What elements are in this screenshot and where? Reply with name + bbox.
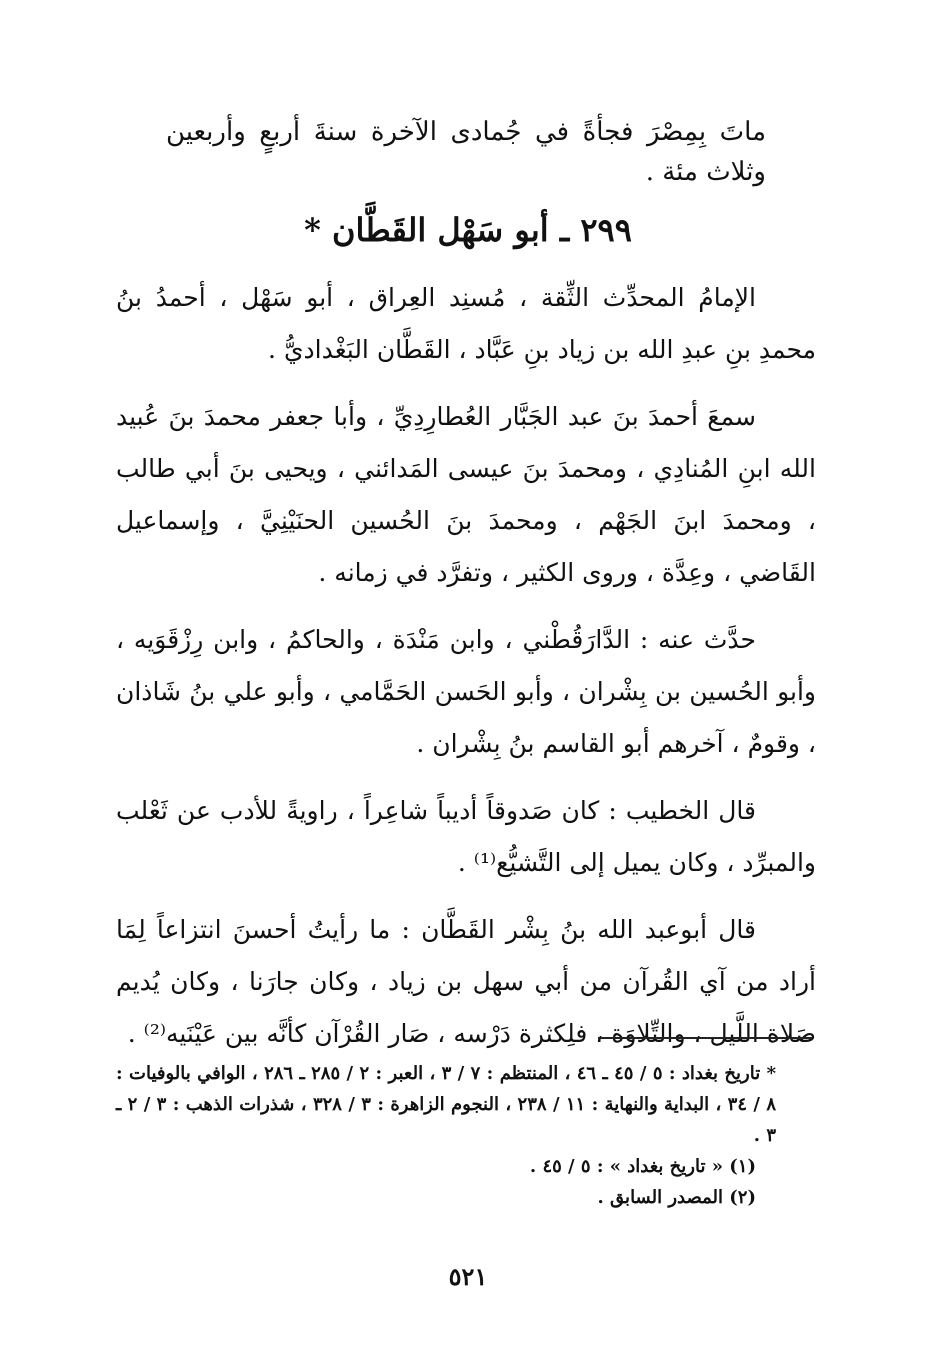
entry-heading: ٢٩٩ ـ أبو سَهْل القَطَّان *: [304, 211, 632, 249]
paragraph-teachers: سمعَ أحمدَ بنَ عبد الجَبَّار العُطارِدِيِّ ، وأبا جعفر محمدَ بنَ عُبيد الله ابنِ المُنادِي ، ومحمدَ بنَ عيسى المَدائني ، ويحيى بنَ أبي طالب ، ومحمدَ ابنَ الجَهْم ، ومحمدَ بنَ الحُسين الحنَيْنِيَّ ، وإسماعيل القَاضي ، وعِدَّة ، وروى الكثير ، وتفرَّد في زمانه .: [116, 402, 816, 587]
footnote-sources: * تاريخ بغداد : ٥ / ٤٥ ـ ٤٦ ، المنتظم : ٧ / ٣ ، العبر : ٢ / ٢٨٥ ـ ٢٨٦ ، الوافي بالوفيات : ٨ / ٣٤ ، البداية والنهاية : ١١ / ٢٣٨ ، النجوم الزاهرة : ٣ / ٣٢٨ ، شذرات الذهب : ٣ / ٢ ـ ٣ .: [116, 1063, 777, 1146]
paragraph-khatib-quote: قال الخطيب : كان صَدوقاً أديباً شاعِراً ، راويةً للأدب عن ثَعْلب والمبرِّد ، وكان يميل إلى التَّشيُّع⁽¹⁾ .: [116, 796, 816, 877]
paragraph-qattan-quote: قال أبوعبد الله بنُ بِشْر القَطَّان : ما رأيتُ أحسنَ انتزاعاً لِمَا أراد من آي القُرآن من أبي سهل بن زياد ، وكان جارَنا ، وكان يُديم صَلاة اللَّيل ، والتِّلاوَة ، فلِكثرة دَرْسه ، صَار القُرْآن كأنَّه بين عَيْنَيه⁽²⁾ .: [116, 915, 816, 1048]
paragraph-intro: الإمامُ المحدِّث الثِّقة ، مُسنِد العِراق ، أبو سَهْل ، أحمدُ بنُ محمدِ بنِ عبدِ الله بن زياد بنِ عَبَّاد ، القَطَّان البَغْداديُّ .: [116, 283, 816, 364]
paragraph-students: حدَّث عنه : الدَّارَقُطْني ، وابن مَنْدَة ، والحاكمُ ، وابن رِزْقَوَيه ، وأبو الحُسين بن بِشْران ، وأبو الحَسن الحَمَّامي ، وأبو علي بنُ شَاذان ، وقومٌ ، آخرهم أبو القاسم بنُ بِشْران .: [116, 625, 816, 758]
footnotes: [116, 1058, 776, 1213]
footnote-divider: [598, 1037, 812, 1039]
continuation-line: ماتَ بِمِصْرَ فجأةً في جُمادى الآخرة سنةَ أربعٍ وأربعين وثلاث مئة .: [166, 117, 766, 187]
entry-body: [116, 272, 816, 1075]
footnote-1: (١) « تاريخ بغداد » : ٥ / ٤٥ .: [529, 1156, 756, 1177]
footnote-2: (٢) المصدر السابق .: [597, 1187, 756, 1208]
page-number: ٥٢١: [448, 1262, 488, 1291]
